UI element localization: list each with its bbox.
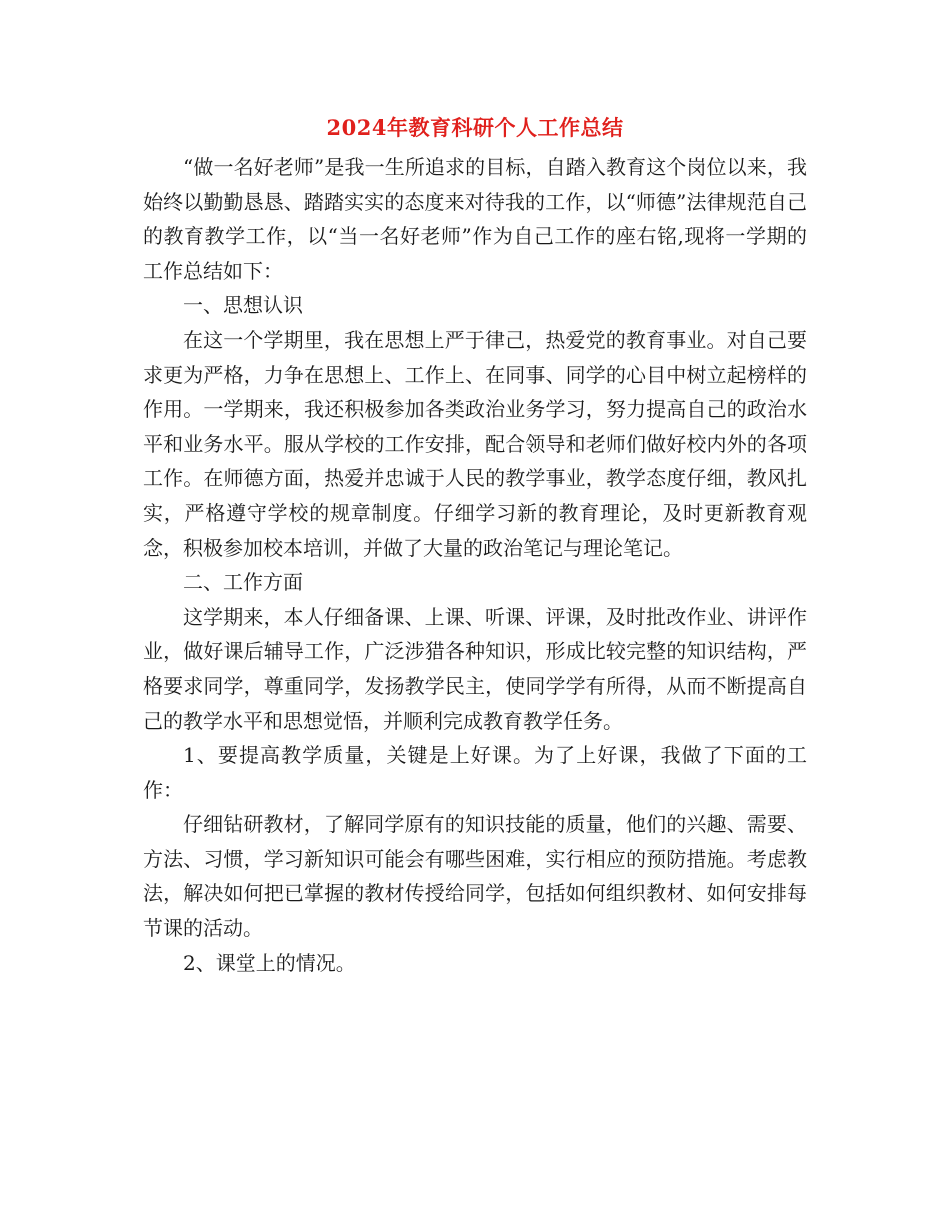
list-item-2: 2、课堂上的情况。 [183, 950, 356, 975]
list-item-1-body: 仔细钻研教材，了解同学原有的知识技能的质量，他们的兴趣、需要、方法、习惯，学习新知识可能会有哪些困难，实行相应的预防措施。考虑教法，解决如何把已掌握的教材传授给同学，包括如何组织教材、如何安排每节课的活动。 [143, 812, 807, 941]
intro-paragraph: “做一名好老师”是我一生所追求的目标，自踏入教育这个岗位以来，我始终以勤勤恳恳、踏踏实实的态度来对待我的工作，以“师德”法律规范自己的教育教学工作，以“当一名好老师”作为自己工作的座右铭,现将一学期的工作总结如下： [143, 155, 807, 283]
section-heading-thought: 一、思想认识 [183, 293, 303, 318]
section-body-thought: 在这一个学期里，我在思想上严于律己，热爱党的教育事业。对自己要求更为严格，力争在思想上、工作上、在同事、同学的心目中树立起榜样的作用。一学期来，我还积极参加各类政治业务学习，努力提高自己的政治水平和业务水平。服从学校的工作安排，配合领导和老师们做好校内外的各项工作。在师德方面，热爱并忠诚于人民的教学事业，教学态度仔细，教风扎实，严格遵守学校的规章制度。仔细学习新的教育理论，及时更新教育观念，积极参加校本培训，并做了大量的政治笔记与理论笔记。 [143, 327, 807, 560]
list-item-1: 1、要提高教学质量，关键是上好课。为了上好课，我做了下面的工作： [143, 743, 807, 802]
document-page [143, 112, 807, 980]
section-heading-work: 二、工作方面 [183, 570, 303, 595]
section-body-work: 这学期来，本人仔细备课、上课、听课、评课，及时批改作业、讲评作业，做好课后辅导工作，广泛涉猎各种知识，形成比较完整的知识结构，严格要求同学，尊重同学，发扬教学民主，使同学学有所得，从而不断提高自己的教学水平和思想觉悟，并顺利完成教育教学任务。 [143, 604, 807, 733]
document-title: 2024年教育科研个人工作总结 [326, 115, 624, 140]
